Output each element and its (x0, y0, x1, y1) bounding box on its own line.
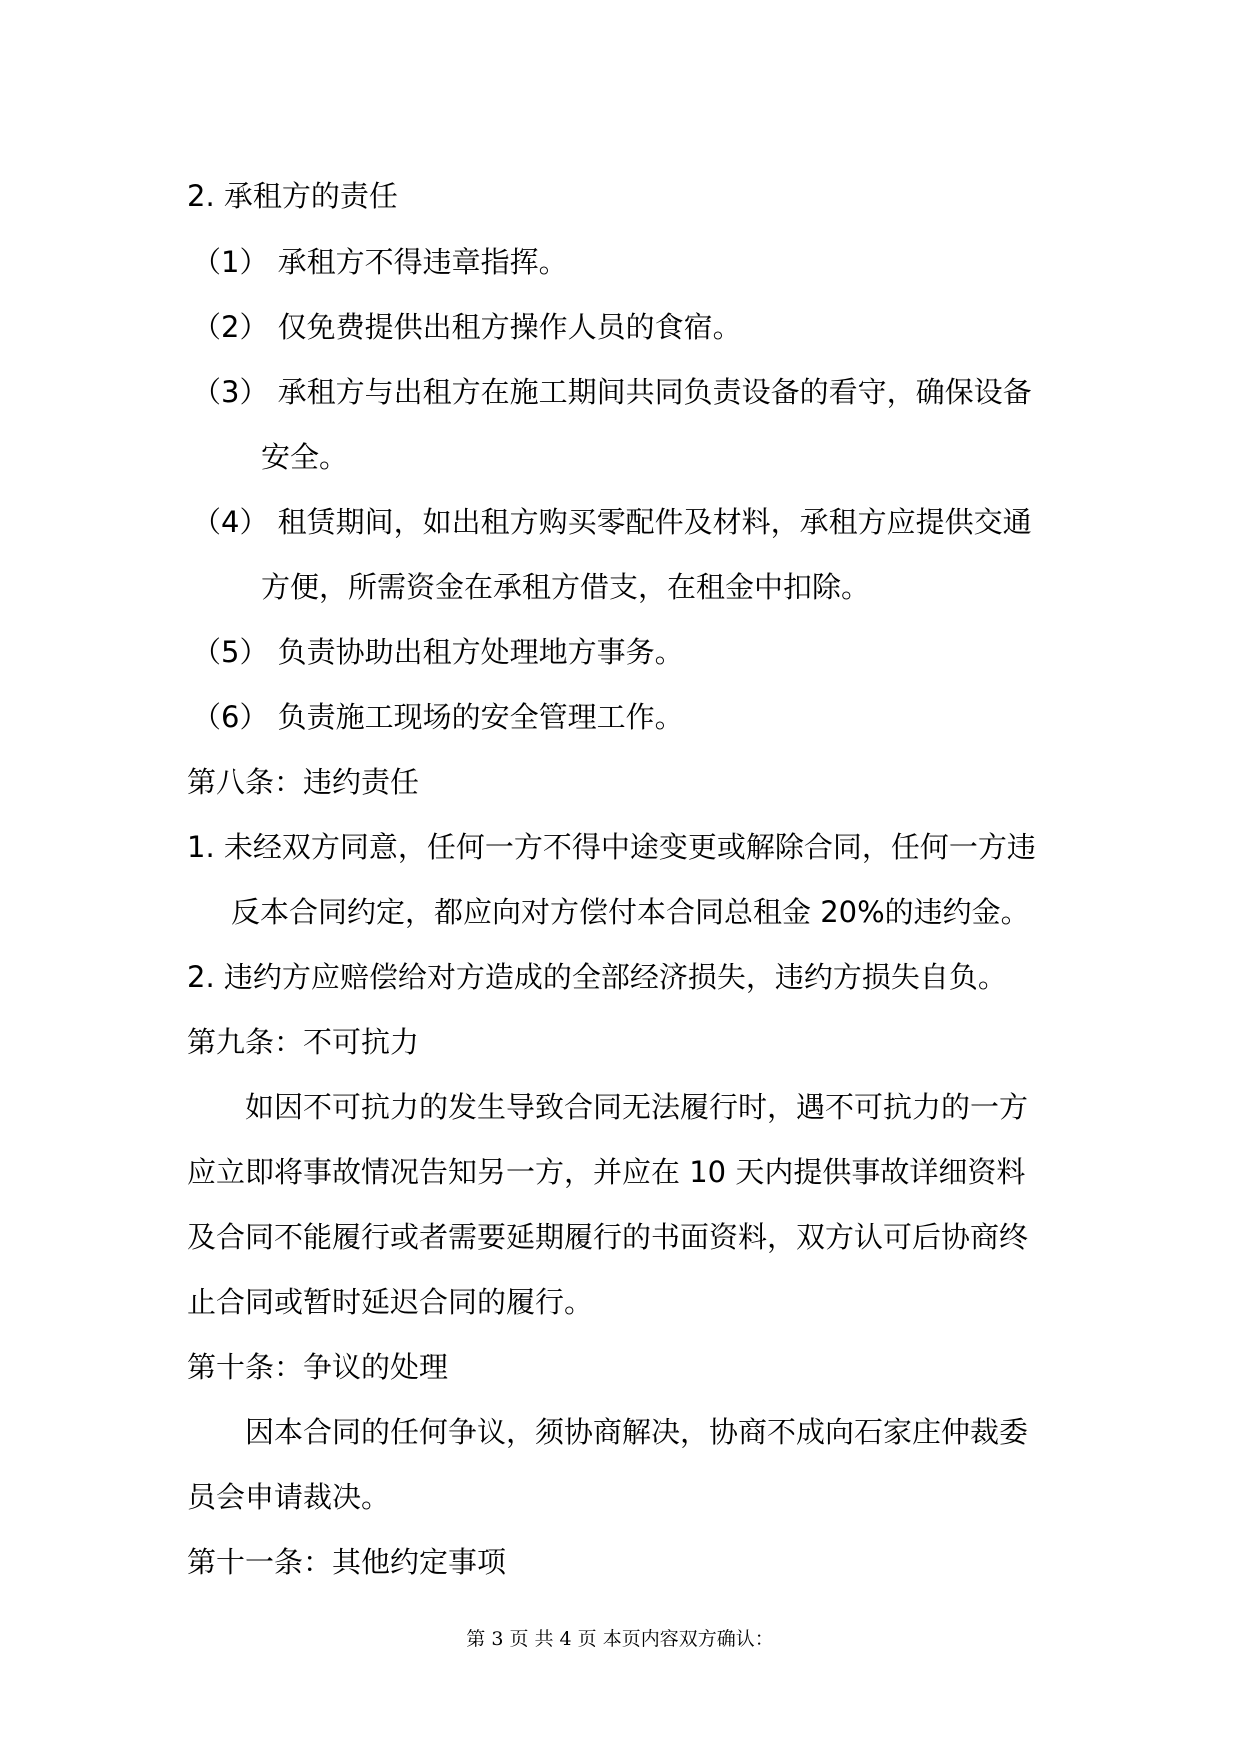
page-footer: 第 3 页 共 4 页 本页内容双方确认： (466, 1628, 774, 1650)
article-10-paragraph-line-1: 因本合同的任何争议，须协商解决，协商不成向石家庄仲裁委 (245, 1415, 1029, 1449)
clause-4-item: （4） 租赁期间，如出租方购买零配件及材料，承租方应提供交通 (192, 505, 1032, 539)
article-9-paragraph-line-3: 及合同不能履行或者需要延期履行的书面资料，双方认可后协商终 (187, 1220, 1029, 1254)
article-8-item-2: 2. 违约方应赔偿给对方造成的全部经济损失，违约方损失自负。 (187, 960, 1007, 994)
clause-3-continuation: 安全。 (261, 440, 349, 474)
clause-5-item: （5） 负责协助出租方处理地方事务。 (192, 635, 684, 669)
article-8-item-1-continuation: 反本合同约定，都应向对方偿付本合同总租金 20%的违约金。 (231, 895, 1030, 929)
article-8-heading: 第八条：违约责任 (187, 765, 420, 799)
clause-3-item: （3） 承租方与出租方在施工期间共同负责设备的看守，确保设备 (192, 375, 1032, 409)
article-10-paragraph-line-2: 员会申请裁决。 (187, 1480, 391, 1514)
article-8-item-1: 1. 未经双方同意，任何一方不得中途变更或解除合同，任何一方违 (187, 830, 1036, 864)
clause-1-item: （1） 承租方不得违章指挥。 (192, 245, 568, 279)
clause-2-item: （2） 仅免费提供出租方操作人员的食宿。 (192, 310, 742, 344)
article-9-paragraph-line-1: 如因不可抗力的发生导致合同无法履行时，遇不可抗力的一方 (245, 1090, 1029, 1124)
article-10-heading: 第十条：争议的处理 (187, 1350, 449, 1384)
article-9-heading: 第九条：不可抗力 (187, 1025, 420, 1059)
article-9-paragraph-line-4: 止合同或暂时延迟合同的履行。 (187, 1285, 594, 1319)
article-9-paragraph-line-2: 应立即将事故情况告知另一方，并应在 10 天内提供事故详细资料 (187, 1155, 1026, 1189)
section-2-lessee-duties-heading: 2. 承租方的责任 (187, 179, 398, 213)
article-11-heading: 第十一条：其他约定事项 (187, 1545, 507, 1579)
clause-4-continuation: 方便，所需资金在承租方借支，在租金中扣除。 (261, 570, 871, 604)
clause-6-item: （6） 负责施工现场的安全管理工作。 (192, 700, 684, 734)
